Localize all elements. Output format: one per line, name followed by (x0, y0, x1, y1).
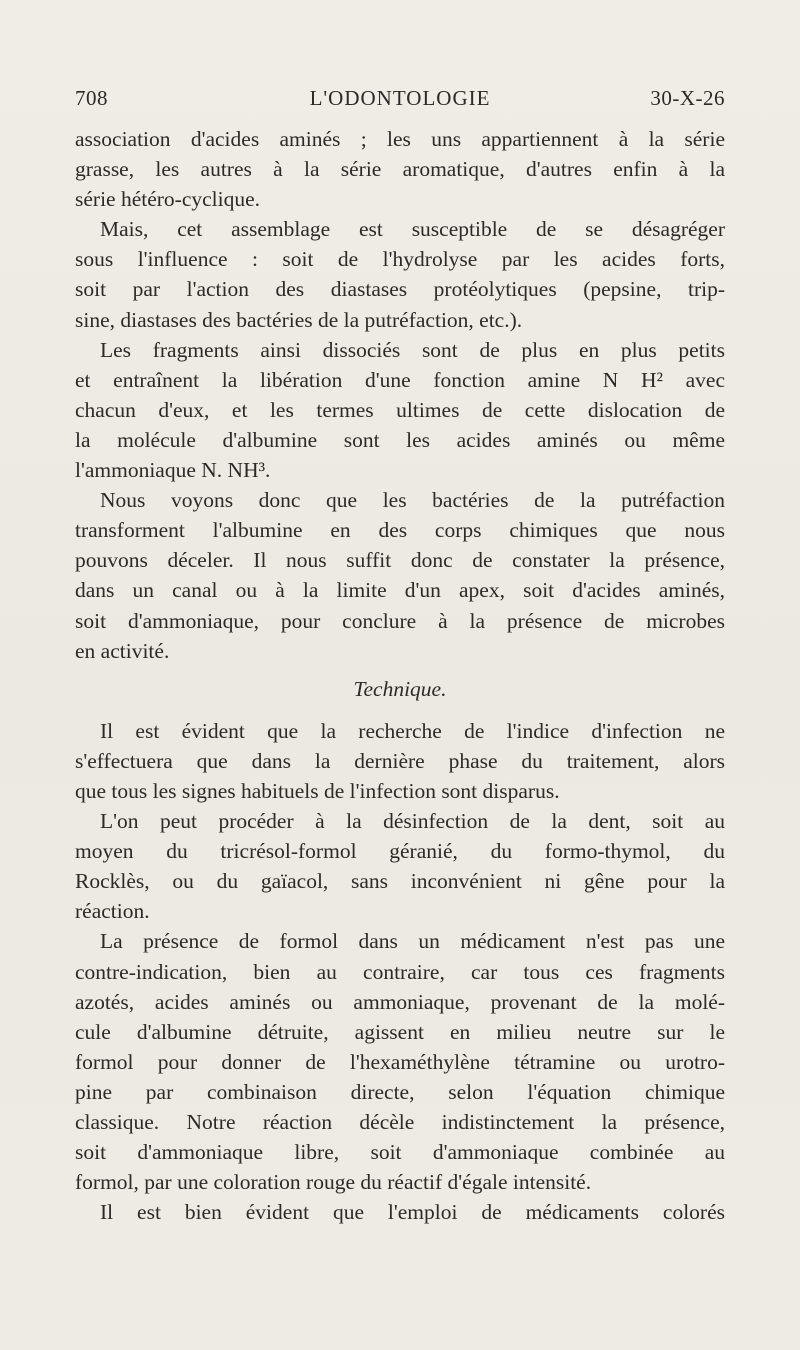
text-line: classique. Notre réaction décèle indistinctement la présence, (75, 1110, 725, 1134)
text-line: soit d'ammoniaque, pour conclure à la présence de microbes (75, 608, 725, 633)
text-line: Il est bien évident que l'emploi de médicaments colorés (100, 1200, 725, 1225)
paragraph (75, 926, 725, 1197)
text-line: et entraînent la libération d'une fonction amine N H² avec (75, 367, 725, 392)
text-line: que tous les signes habituels de l'infection sont disparus. (75, 778, 560, 803)
text-line: contre-indication, bien au contraire, car tous ces fragments (75, 959, 725, 984)
text-line: Nous voyons donc que les bactéries de la putréfaction (100, 488, 725, 513)
text-line: La présence de formol dans un médicament n'est pas une (100, 929, 725, 954)
issue-date: 30-X-26 (650, 86, 725, 110)
text-line: Rocklès, ou du gaïacol, sans inconvénient ni gêne pour la (75, 869, 725, 894)
text-line: chacun d'eux, et les termes ultimes de cette dislocation de (75, 397, 725, 422)
text-line: réaction. (75, 899, 150, 924)
text-line: pine par combinaison directe, selon l'équation chimique (75, 1079, 725, 1104)
text-line: pouvons déceler. Il nous suffit donc de constater la présence, (75, 548, 725, 573)
text-line: transforment l'albumine en des corps chimiques que nous (75, 518, 725, 543)
running-header (75, 86, 725, 116)
text-line: la molécule d'albumine sont les acides aminés ou même (75, 427, 725, 452)
text-line: s'effectuera que dans la dernière phase du traitement, alors (75, 748, 725, 773)
text-line: Il est évident que la recherche de l'indice d'infection ne (100, 718, 725, 743)
text-line: formol, par une coloration rouge du réactif d'égale intensité. (75, 1170, 592, 1195)
text-line: Les fragments ainsi dissociés sont de plus en plus petits (100, 337, 725, 362)
journal-title: L'ODONTOLOGIE (309, 86, 491, 110)
text-line: cule d'albumine détruite, agissent en milieu neutre sur le (75, 1019, 725, 1044)
text-line: dans un canal ou à la limite d'un apex, soit d'acides aminés, (75, 578, 725, 603)
text-line: formol pour donner de l'hexaméthylène tétramine ou urotro- (75, 1049, 725, 1074)
article-body (75, 124, 725, 1227)
text-line: soit par l'action des diastases protéolytiques (pepsine, trip- (75, 277, 725, 302)
text-line: en activité. (75, 638, 170, 663)
paragraph (75, 214, 725, 334)
paragraph (75, 335, 725, 485)
text-line: série hétéro-cyclique. (75, 187, 261, 212)
paragraph (75, 124, 725, 214)
text-line: Mais, cet assemblage est susceptible de se désagréger (100, 217, 725, 242)
text-line: soit d'ammoniaque libre, soit d'ammoniaque combinée au (75, 1140, 725, 1165)
text-line: l'ammoniaque N. NH³. (75, 458, 271, 483)
text-line: sine, diastases des bactéries de la putréfaction, etc.). (75, 307, 523, 332)
paragraph (75, 485, 725, 666)
text-line: azotés, acides aminés ou ammoniaque, provenant de la molé- (75, 989, 725, 1014)
paragraph (75, 806, 725, 926)
text-line: grasse, les autres à la série aromatique, d'autres enfin à la (75, 157, 725, 182)
paragraph (75, 1197, 725, 1227)
text-line: sous l'influence : soit de l'hydrolyse par les acides forts, (75, 247, 725, 272)
section-heading: Technique. (353, 676, 447, 701)
paragraph (75, 716, 725, 806)
text-line: association d'acides aminés ; les uns appartiennent à la série (75, 127, 725, 151)
text-line: L'on peut procéder à la désinfection de la dent, soit au (100, 809, 725, 834)
text-line: moyen du tricrésol-formol géranié, du formo-thymol, du (75, 839, 725, 864)
page-number: 708 (75, 86, 108, 110)
